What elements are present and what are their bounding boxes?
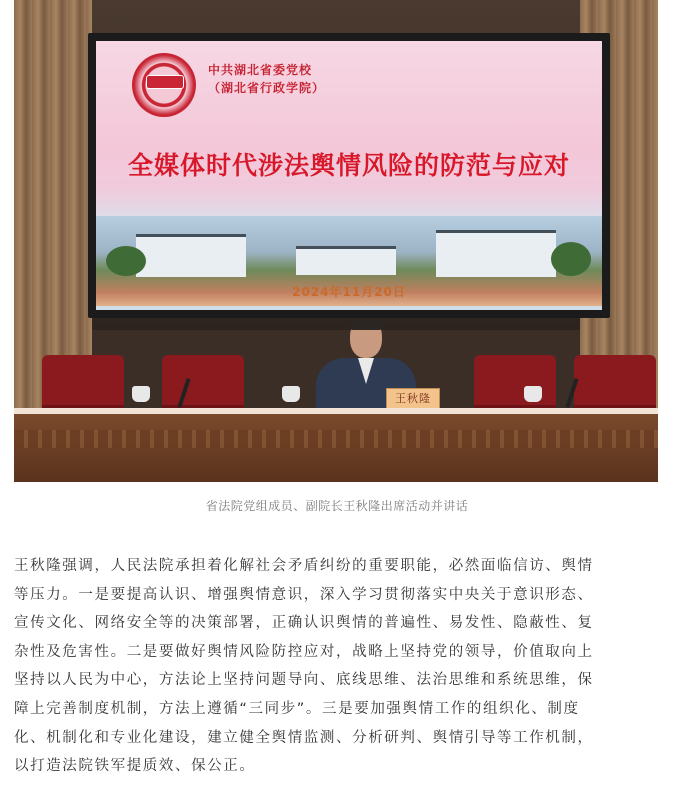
school-name: 中共湖北省委党校 [208,63,313,77]
school-name-block [208,61,325,97]
article-line: 杂性及危害性。二是要做好舆情风险防控应对，战略上坚持党的领导，价值取向上 [14,643,594,660]
chair [474,355,556,411]
chair [574,355,656,411]
campus-building-left [136,234,246,277]
led-screen [88,33,610,318]
event-photo [14,0,658,482]
desk-pattern [14,430,658,448]
tea-cup [132,386,150,402]
tea-cup [524,386,542,402]
article-line: 等压力。一是要提高认识、增强舆情意识，深入学习贯彻落实中央关于意识形态、 [14,586,594,603]
party-school-logo [132,53,196,117]
article-line: 化、机制化和专业化建设，建立健全舆情监测、分析研判、舆情引导等工作机制， [14,729,594,746]
article-line: 王秋隆强调，人民法院承担着化解社会矛盾纠纷的重要职能，必然面临信访、舆情 [14,558,594,574]
screen-headline: 全媒体时代涉法舆情风险的防范与应对 [127,151,570,180]
photo-caption: 省法院党组成员、副院长王秋隆出席活动并讲话 [205,499,469,513]
podium-desk [14,408,658,482]
campus-building-center [296,246,396,275]
school-name-alt: （湖北省行政学院） [208,81,326,95]
article-line: 坚持以人民为中心，方法论上坚持问题导向、底线思维、法治思维和系统思维，保 [14,672,594,689]
screen-content [96,41,602,310]
article-line: 障上完善制度机制，方法上遵循“三同步”。三是要加强舆情工作的组织化、制度 [14,700,580,717]
tree [551,242,591,276]
tea-cup [282,386,300,402]
campus-building-right [436,230,556,277]
speaker-hair [350,318,382,330]
article-line: 宣传文化、网络安全等的决策部署，正确认识舆情的普遍性、易发性、隐蔽性、复 [14,615,594,632]
article-line: 以打造法院铁军提质效、保公正。 [14,758,256,775]
chair [42,355,124,411]
chair [162,355,244,411]
tree [106,246,146,276]
article-paragraph [14,552,664,781]
nameplate: 王秋隆 [386,388,440,410]
logo-banner [146,75,184,89]
screen-date: 2024年11月20日 [292,285,406,299]
